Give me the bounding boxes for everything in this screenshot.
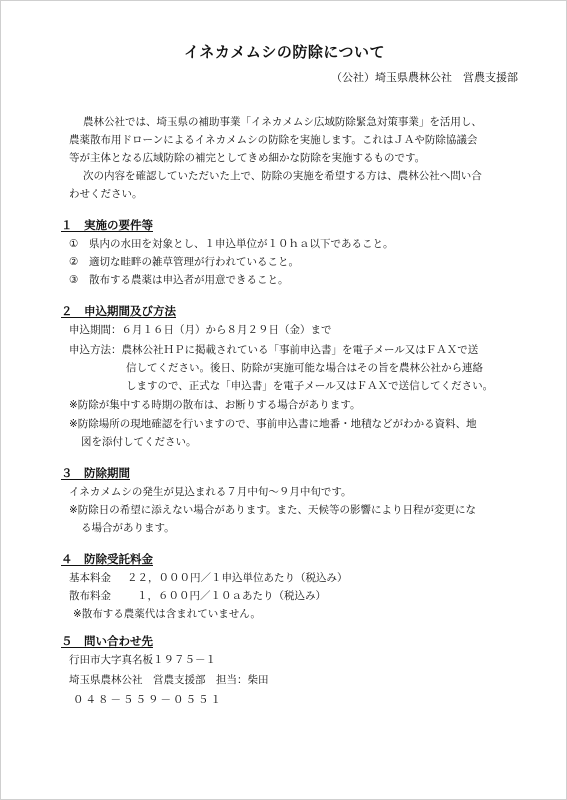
fee-label: 基本料金	[69, 572, 111, 584]
application-period: 申込期間：６月１６日（月）から８月２９日（金）まで	[69, 324, 332, 336]
intro-line: 農林公社では、埼玉県の補助事業「イネカメムシ広域防除緊急対策事業」を活用し、	[83, 116, 482, 128]
section-heading: １ 実施の要件等	[61, 218, 153, 232]
list-item	[69, 235, 394, 253]
fee-label: 散布料金	[69, 590, 111, 602]
note-line: る場合があります。	[81, 522, 175, 534]
note-line: ※防除場所の現地確認を行いますので、事前申込書に地番・地積などがわかる資料、地	[69, 418, 477, 430]
intro-line: わせください。	[69, 188, 143, 200]
contact-department: 埼玉県農林公社 営農支援部 担当：柴田	[69, 674, 269, 686]
intro-line: 等が主体となる広域防除の補完としてきめ細かな防除を実施するものです。	[69, 152, 426, 164]
intro-line: 農薬散布用ドローンによるイネカメムシの防除を実施します。これはＪＡや防除協議会	[69, 134, 478, 146]
item-number: ①	[69, 238, 79, 250]
note-line: 図を添付してください。	[81, 436, 197, 448]
fee-row	[69, 569, 348, 587]
application-method-line: 申込方法：農林公社ＨＰに掲載されている「事前申込書」を電子メール又はＦＡＸで送	[69, 344, 479, 356]
item-text: 散布する農薬は申込者が用意できること。	[89, 274, 289, 286]
section-heading: ２ 申込期間及び方法	[61, 304, 176, 318]
section-heading: ４ 防除受託料金	[61, 552, 153, 566]
note-line: ※防除日の希望に添えない場合があります。また、天候等の影響により日程が変更にな	[69, 504, 476, 516]
fee-row	[69, 587, 326, 605]
contact-phone: ０４８－５５９－０５５１	[73, 694, 223, 706]
application-method-line: しますので、正式な「申込書」を電子メール又はＦＡＸで送信してください。	[126, 380, 494, 392]
item-text: 適切な畦畔の雑草管理が行われていること。	[89, 256, 299, 268]
item-text: 県内の水田を対象とし、１申込単位が１０ｈａ以下であること。	[89, 238, 394, 250]
organization-name: （公社）埼玉県農林公社 営農支援部	[331, 71, 518, 84]
application-method-line: 信してください。後日、防除が実施可能な場合はその旨を農林公社から連絡	[126, 362, 483, 374]
note: ※防除が集中する時期の散布は、お断りする場合があります。	[69, 399, 361, 411]
fee-value: １，６００円／１０ａあたり（税込み）	[137, 590, 326, 602]
period-text: イネカメムシの発生が見込まれる７月中旬～９月中旬です。	[69, 486, 352, 498]
section-heading: ３ 防除期間	[61, 466, 130, 480]
document-title: イネカメムシの防除について	[183, 43, 386, 61]
list-item	[69, 271, 289, 289]
contact-address: 行田市大字真名板１９７５－１	[69, 654, 216, 666]
intro-line: 次の内容を確認していただいた上で、防除の実施を希望する方は、農林公社へ問い合	[83, 170, 482, 182]
item-number: ③	[69, 274, 79, 286]
item-number: ②	[69, 256, 79, 268]
note: ※散布する農薬代は含まれていません。	[73, 608, 261, 620]
section-heading: ５ 問い合わせ先	[61, 634, 153, 648]
list-item	[69, 253, 299, 271]
fee-value: ２２，０００円／１申込単位あたり（税込み）	[127, 572, 348, 584]
